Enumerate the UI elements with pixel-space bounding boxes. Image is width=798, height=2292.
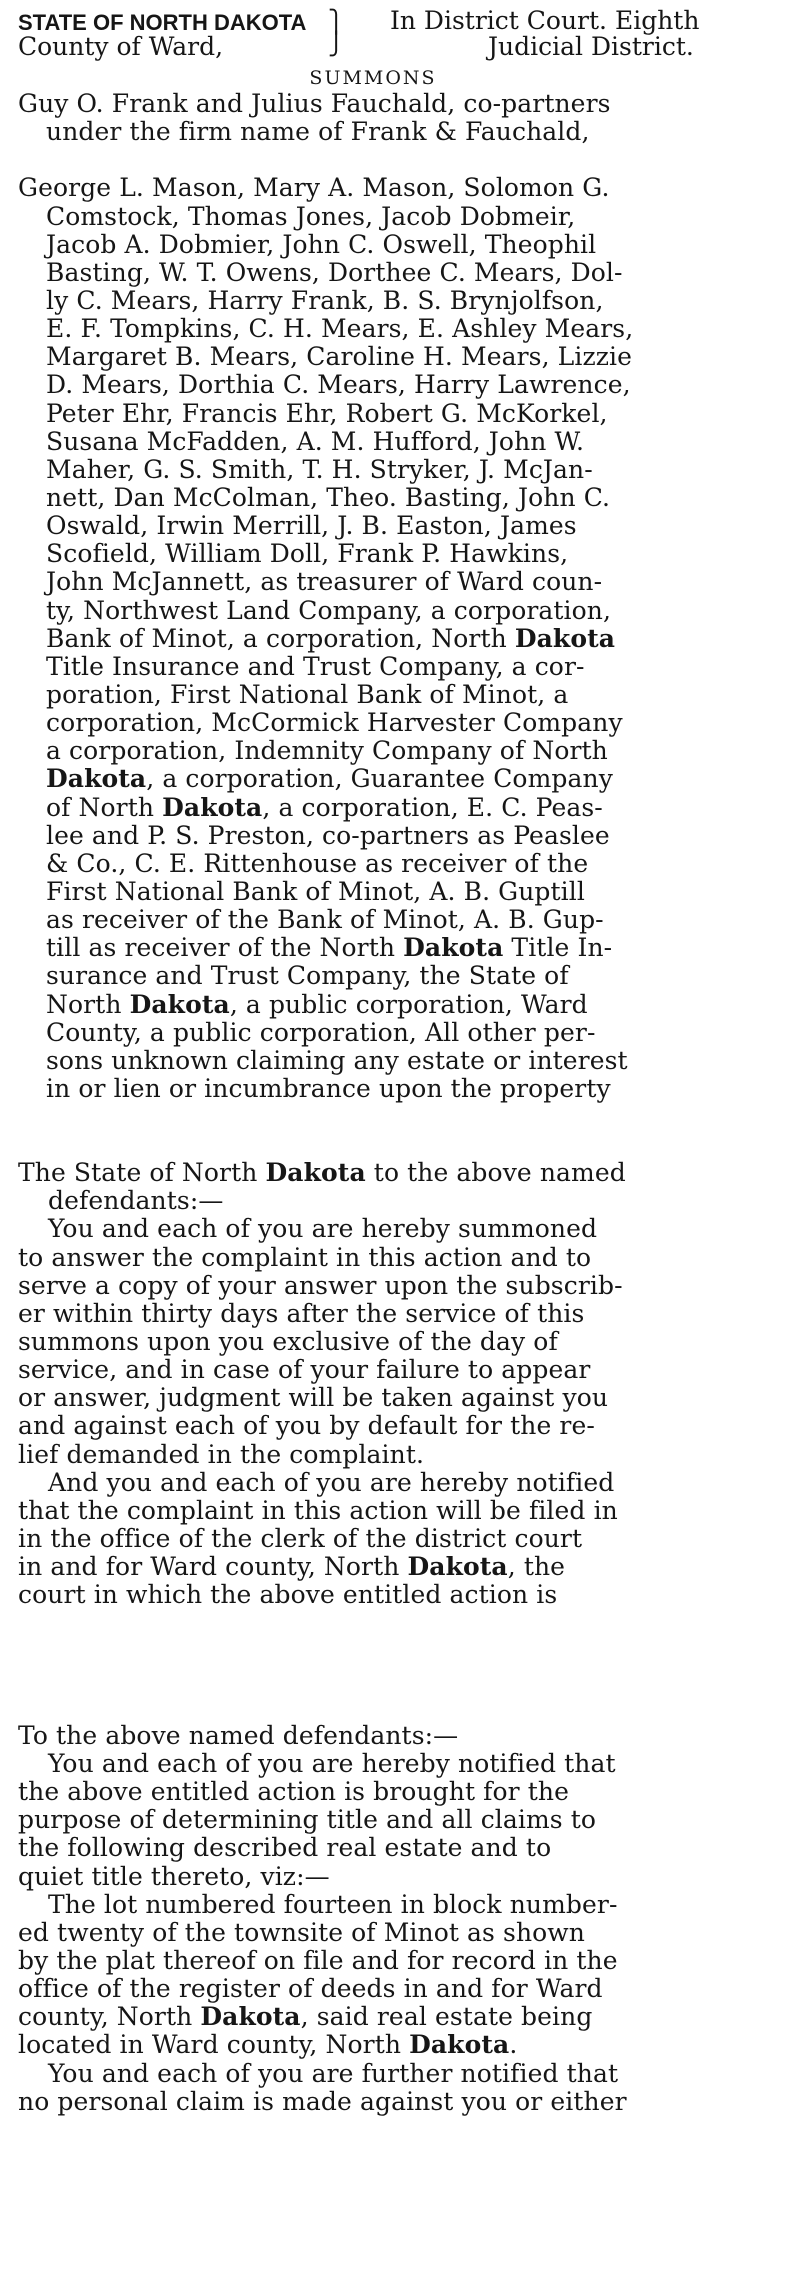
notice-line: The lot numbered fourteen in block number- [48,1890,618,1919]
defendants-last-line [18,1103,788,1131]
defendant-line: North Dakota, a public corporation, Ward [46,990,588,1019]
defendant-line: sons unknown claiming any estate or interest [46,1046,628,1075]
defendant-line: ly C. Mears, Harry Frank, B. S. Brynjolfson, [46,286,604,315]
defendants-block [18,174,788,1103]
notice-line: purpose of determining title and all claims to [18,1806,597,1835]
brace-top: ⎫ [328,10,345,35]
vs-line [18,146,788,174]
section-gap-2 [18,1704,788,1706]
defendant-line: Bank of Minot, a corporation, North Dakota [46,624,616,653]
summons-line: You and each of you are hereby summoned [48,1215,598,1244]
plaintiff-line: Guy O. Frank and Julius Fauchald, co-partners [18,90,611,118]
defendant-line: nett, Dan McColman, Theo. Basting, John C. [46,483,611,512]
signature-2-address-line [18,2172,788,2200]
section-gap [18,1141,788,1143]
defendant-line: surance and Trust Company, the State of [46,962,569,991]
summons-line: summons upon you exclusive of the day of [18,1328,558,1357]
summons-line: service, and in case of your failure to appear [18,1356,591,1385]
notice-line: the following described real estate and to [18,1834,552,1863]
notice-line: by the plat thereof on file and for record in the [18,1947,618,1975]
defendant-line: lee and P. S. Preston, co-partners as Peaslee [46,821,610,850]
defendant-line: Dakota, a corporation, Guarantee Company [46,765,613,794]
court-line-1: In District Court. Eighth [390,6,700,35]
defendant-line: till as receiver of the North Dakota Title In- [46,934,613,963]
defendant-line: E. F. Tompkins, C. H. Mears, E. Ashley Mears, [46,315,634,344]
summons-title: SUMMONS [309,67,437,89]
brace-bottom: ⎭ [328,32,345,57]
summons-line: court in which the above entitled action is [18,1581,558,1610]
pending-line [18,1609,788,1637]
plaintiffs-block [18,90,788,146]
state-line: STATE OF NORTH DAKOTA [18,10,307,35]
defendant-line: Basting, W. T. Owens, Dorthee C. Mears, Dol- [46,258,623,287]
signature-2-line [18,2144,788,2172]
summons-body [18,1159,788,1609]
defendant-line: Oswald, Irwin Merrill, J. B. Easton, James [46,512,577,541]
defendant-line: poration, First National Bank of Minot, a [46,680,569,709]
notice-line: county, North Dakota, said real estate being [18,2003,593,2032]
defendant-line: corporation, McCormick Harvester Company [46,709,623,738]
summons-line: serve a copy of your answer upon the subscrib- [18,1271,623,1300]
defendant-line: George L. Mason, Mary A. Mason, Solomon G. [18,174,610,203]
notice-line: You and each of you are hereby notified that [48,1750,616,1779]
summons-line: in and for Ward county, North Dakota, the [18,1553,566,1582]
summons-line: that the complaint in this action will be filed in [18,1496,618,1525]
defendant-line: Comstock, Thomas Jones, Jacob Dobmeir, [46,202,576,231]
signature-1-line [18,1638,788,1666]
defendant-line: as receiver of the Bank of Minot, A. B. Gup- [46,906,604,935]
notice-line: ed twenty of the townsite of Minot as shown [18,1918,586,1947]
defendant-line: County, a public corporation, All other per- [46,1018,596,1047]
defendant-line: Peter Ehr, Francis Ehr, Robert G. McKorkel, [46,399,608,428]
notice-line: You and each of you are further notified that [48,2059,619,2088]
court-line-2: Judicial District. [488,32,694,61]
summons-line: lief demanded in the complaint. [18,1440,425,1469]
defendant-line: ty, Northwest Land Company, a corporation, [46,596,612,625]
summons-line: to answer the complaint in this action and to [18,1243,592,1272]
plaintiff-line: under the firm name of Frank & Fauchald, [46,118,590,147]
notice-line: no personal claim is made against you or either [18,2087,627,2116]
defendant-line: Maher, G. S. Smith, T. H. Stryker, J. McJan- [46,455,593,484]
defendant-line: First National Bank of Minot, A. B. Guptill [46,877,585,906]
defendant-line: Jacob A. Dobmier, John C. Oswell, Theophil [46,230,597,259]
defendant-line: & Co., C. E. Rittenhouse as receiver of the [46,849,589,878]
defendant-line: John McJannett, as treasurer of Ward coun- [46,568,603,597]
summons-line: The State of North Dakota to the above named [18,1159,626,1188]
signature-1-address-line [18,1666,788,1694]
defendant-line: D. Mears, Dorthia C. Mears, Harry Lawrence, [46,371,631,400]
notice-line: located in Ward county, North Dakota. [18,2031,518,2060]
summons-line: in the office of the clerk of the district court [18,1525,583,1554]
summons-line: defendants:— [48,1187,224,1216]
summons-line: er within thirty days after the service of this [18,1299,585,1328]
notice-line: the above entitled action is brought for the [18,1778,570,1807]
defendant-line: in or lien or incumbrance upon the property [46,1074,611,1103]
defendant-line: Margaret B. Mears, Caroline H. Mears, Lizzie [46,343,633,372]
defendant-line: Susana McFadden, A. M. Hufford, John W. [46,427,585,456]
county-line: County of Ward, [18,32,224,61]
defendant-line: a corporation, Indemnity Company of North [46,737,608,766]
defendant-line: Scofield, William Doll, Frank P. Hawkins, [46,540,569,569]
court-header [18,8,788,66]
notice-line: To the above named defendants:— [18,1721,459,1750]
notice-body [18,1722,788,2116]
final-line [18,2116,788,2144]
notice-line: quiet title thereto, viz:— [18,1862,330,1891]
notice-line: office of the register of deeds in and for Ward [18,1975,603,2004]
summons-line: and against each of you by default for the re- [18,1412,595,1441]
defendant-line: of North Dakota, a corporation, E. C. Peas- [46,793,603,822]
defendant-line: Title Insurance and Trust Company, a cor- [46,652,585,681]
summons-line: And you and each of you are hereby notified [48,1468,615,1497]
summons-line: or answer, judgment will be taken against you [18,1384,609,1413]
